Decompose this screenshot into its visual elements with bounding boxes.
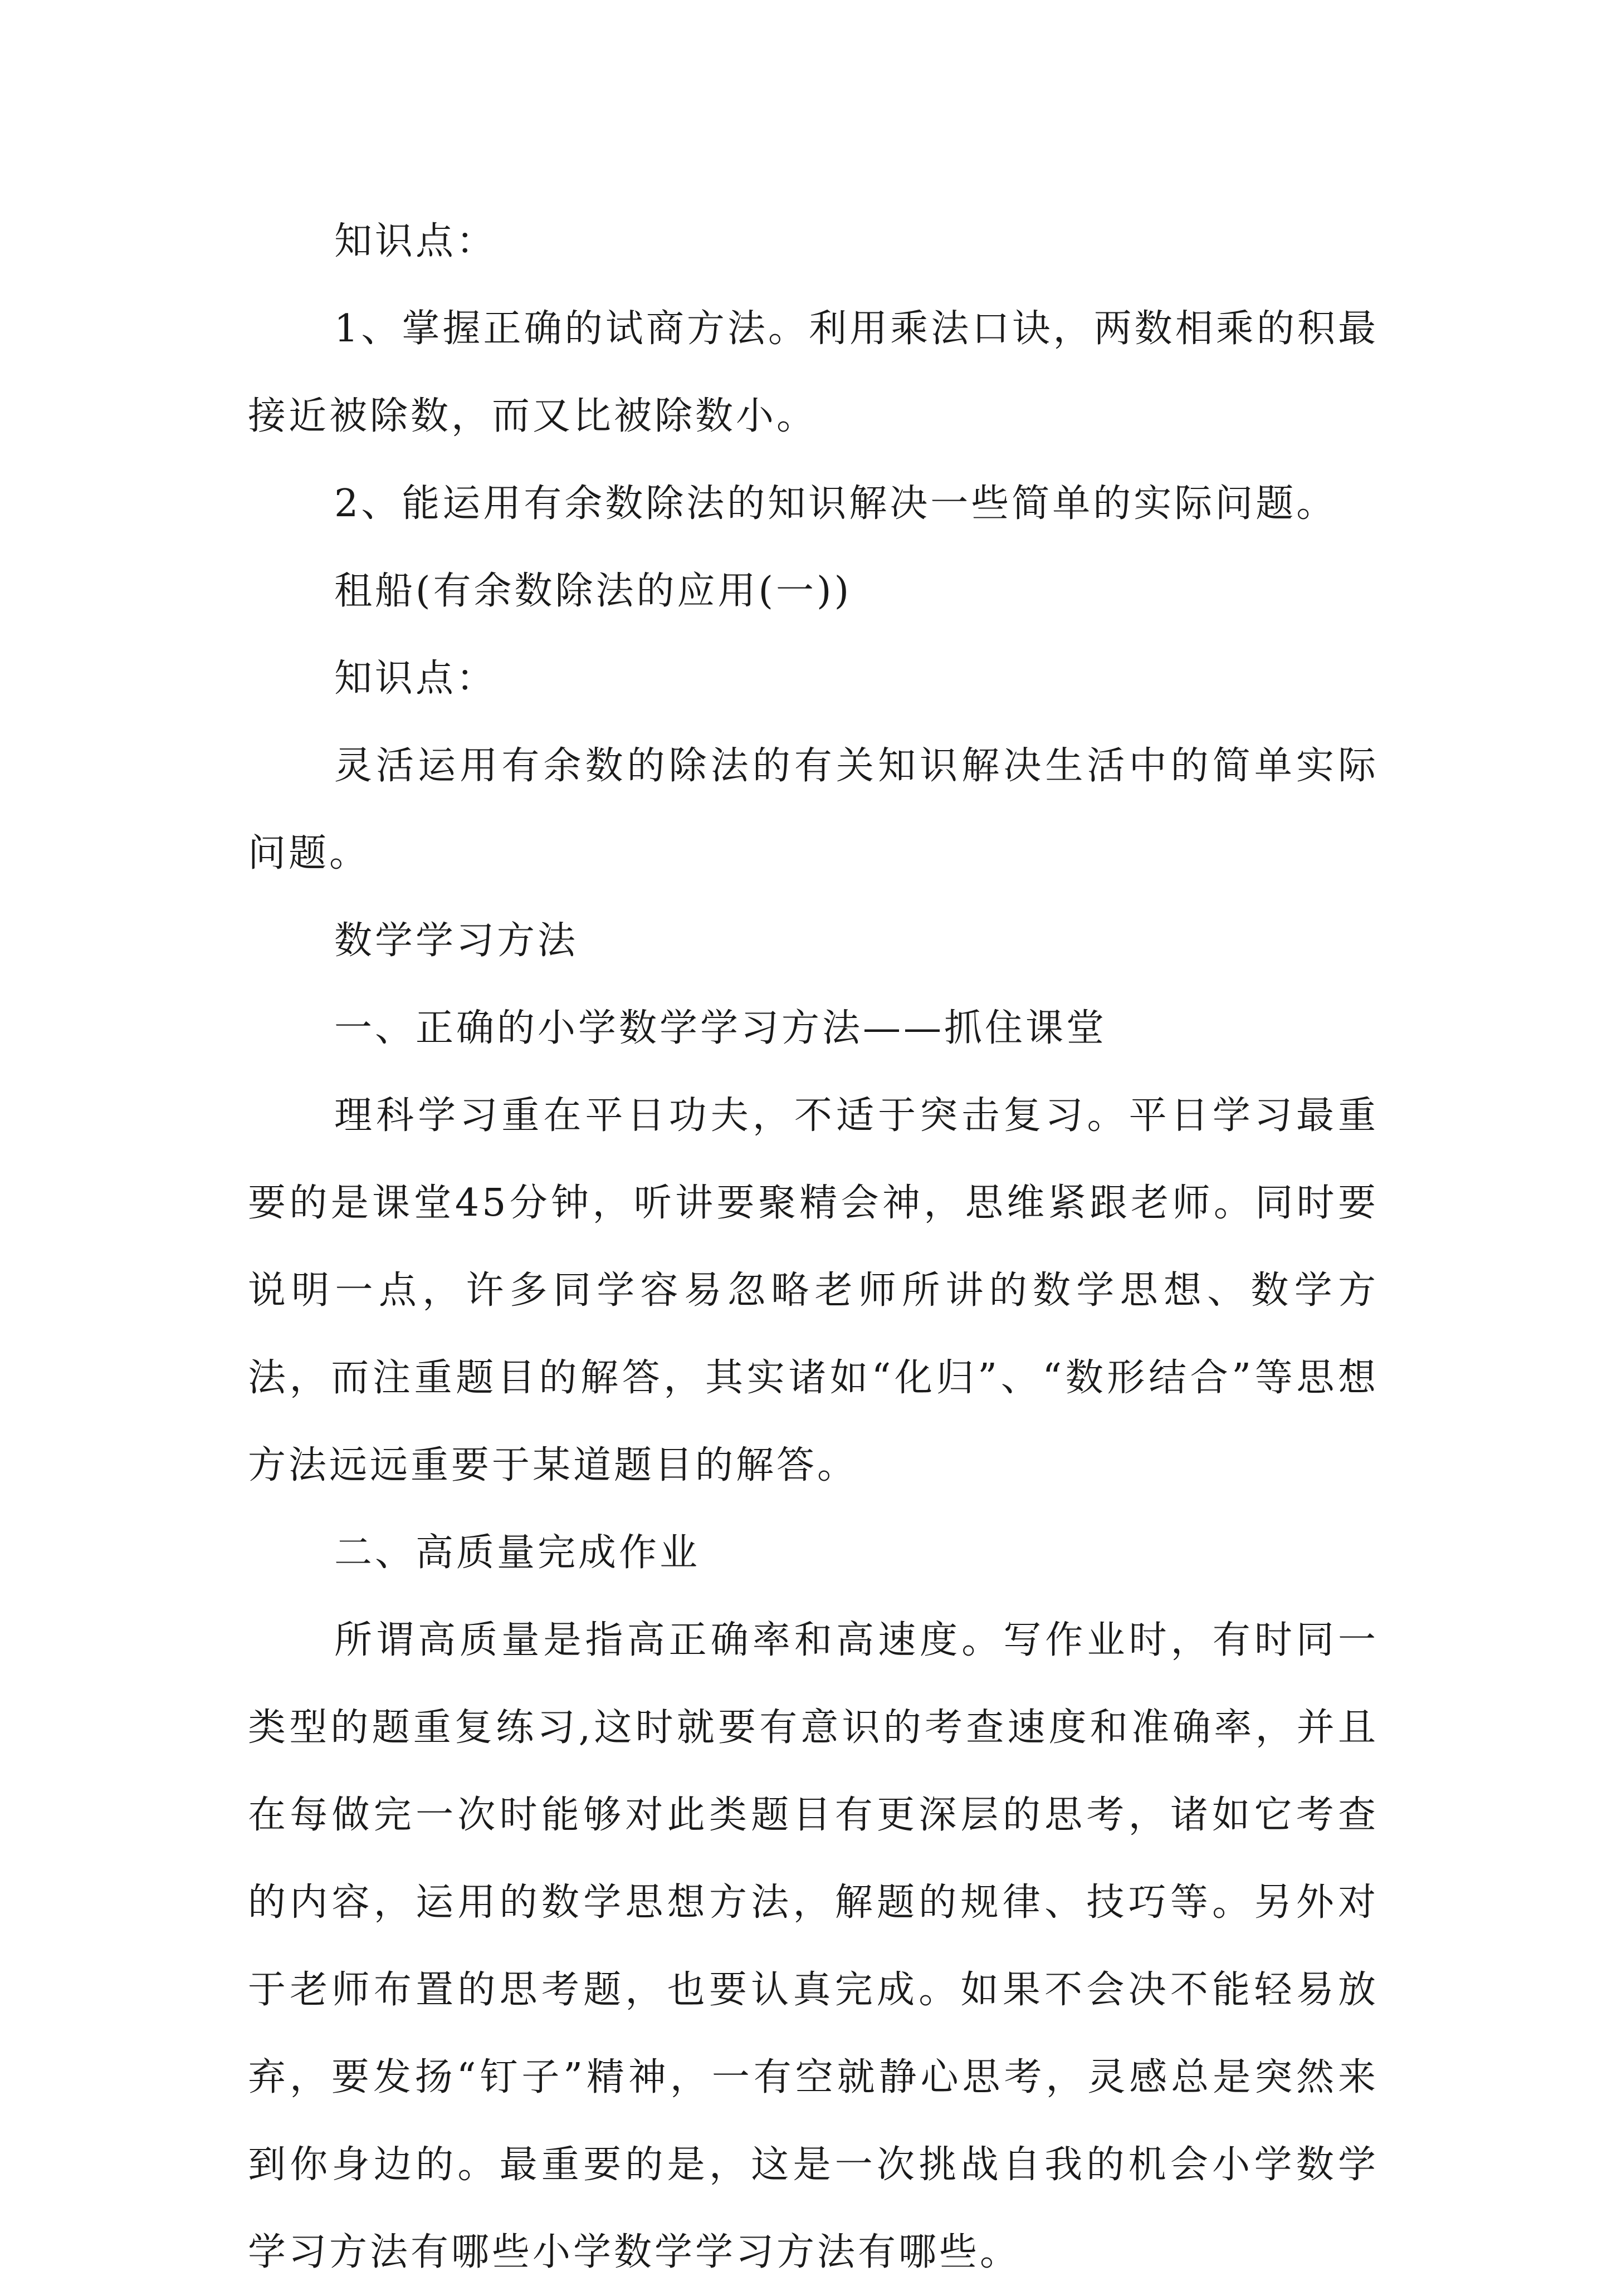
heading-knowledge-points-2: 知识点： xyxy=(334,657,497,701)
heading-math-learning-methods: 数学学习方法 xyxy=(334,919,579,963)
heading-section-one: 一、正确的小学数学学习方法——抓住课堂 xyxy=(334,1006,1107,1050)
paragraph-classroom: 理科学习重在平日功夫，不适于突击复习。平日学习最重要的是课堂45分钟，听讲要聚精会神，思维紧跟老师。同时要说明一点，许多同学容易忽略老师所讲的数学思想、数学方法，而注重题目的解答，其实诸如“化归”、“数形结合”等思想方法远远重要于某道题目的解答。 xyxy=(248,1094,1379,1487)
heading-knowledge-points-1: 知识点： xyxy=(334,219,497,263)
paragraph-apply-remainder-division: 2、能运用有余数除法的知识解决一些简单的实际问题。 xyxy=(334,482,1337,526)
paragraph-trial-quotient: 1、掌握正确的试商方法。利用乘法口诀，两数相乘的积最接近被除数，而又比被除数小。 xyxy=(248,307,1379,438)
heading-section-two: 二、高质量完成作业 xyxy=(334,1531,701,1575)
paragraph-homework: 所谓高质量是指高正确率和高速度。写作业时，有时同一类型的题重复练习,这时就要有意识的考查速度和准确率，并且在每做完一次时能够对此类题目有更深层的思考，诸如它考查的内容，运用的数学思想方法，解题的规律、技巧等。另外对于老师布置的思考题，也要认真完成。如果不会决不能轻易放弃，要发扬“钉子”精神，一有空就静心思考，灵感总是突然来到你身边的。最重要的是，这是一次挑战自我的机会小学数学学习方法有哪些小学数学学习方法有哪些。 xyxy=(248,1618,1379,2274)
heading-rent-boat: 租船(有余数除法的应用(一)) xyxy=(334,569,852,613)
paragraph-flexible-use: 灵活运用有余数的除法的有关知识解决生活中的简单实际问题。 xyxy=(248,744,1379,875)
document-body xyxy=(248,198,1379,2296)
